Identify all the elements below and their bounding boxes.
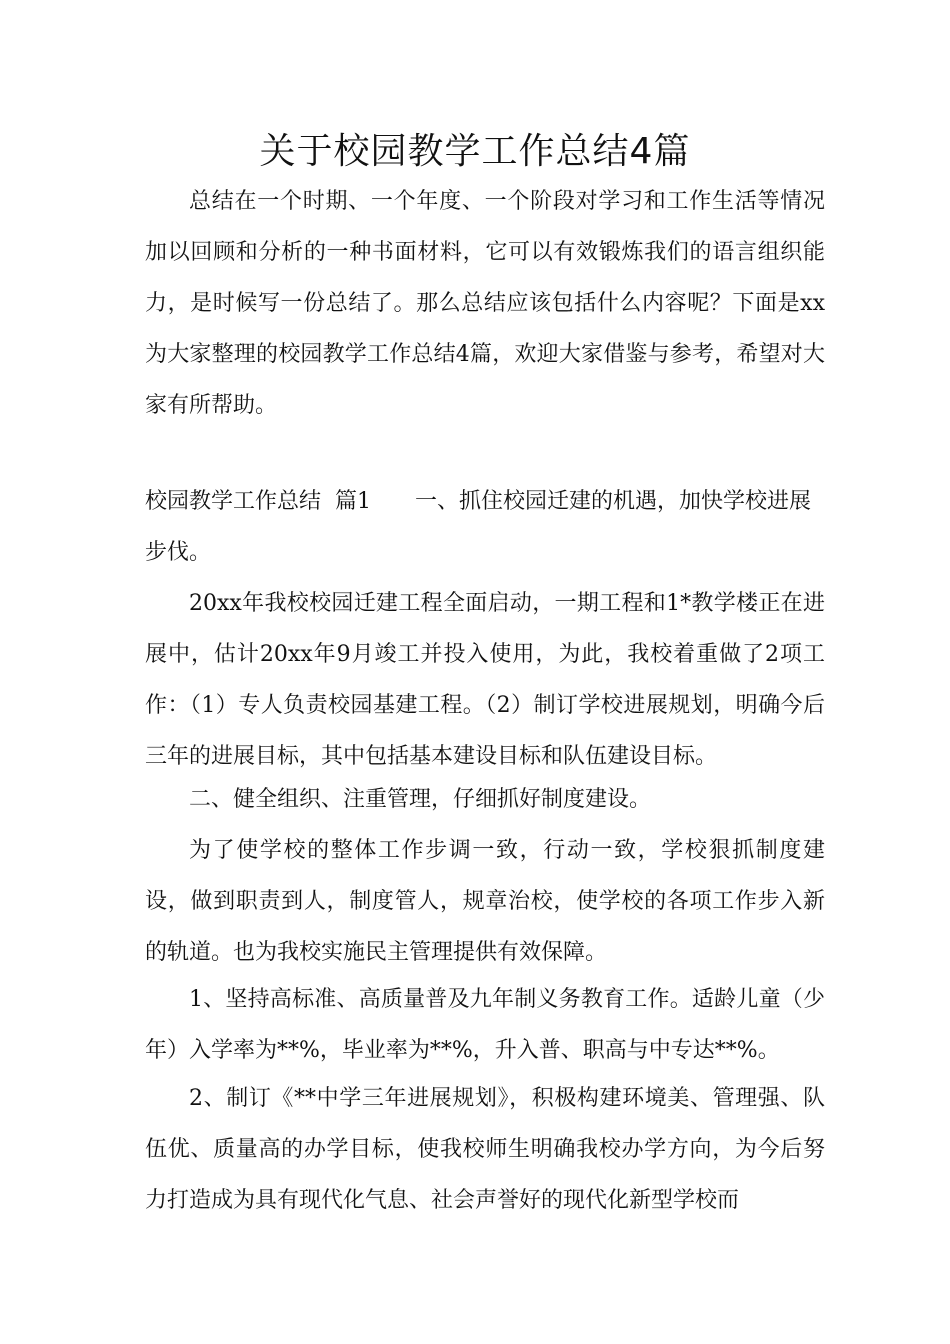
intro-paragraph: 总结在一个时期、一个年度、一个阶段对学习和工作生活等情况加以回顾和分析的一种书面材料，它可以有效锻炼我们的语言组织能力，是时候写一份总结了。那么总结应该包括什么内容呢？下面是xx为大家整理的校园教学工作总结4篇，欢迎大家借鉴与参考，希望对大家有所帮助。 (145, 189, 825, 418)
body-paragraph-5: 2、制订《**中学三年进展规划》，积极构建环境美、管理强、队伍优、质量高的办学目标，使我校师生明确我校办学方向，为今后努力打造成为具有现代化气息、社会声誉好的现代化新型学校而 (145, 1086, 825, 1213)
document-title: 关于校园教学工作总结4篇 (259, 131, 691, 172)
section-label: 校园教学工作总结 篇1 (145, 489, 371, 514)
section-heading-line (145, 476, 825, 578)
body-paragraph-1: 20xx年我校校园迁建工程全面启动，一期工程和1*教学楼正在进展中，估计20xx年9月竣工并投入使用，为此，我校着重做了2项工作：（1）专人负责校园基建工程。（2）制订学校进展规划，明确今后三年的进展目标，其中包括基本建设目标和队伍建设目标。 (145, 591, 825, 769)
body-paragraph-4: 1、坚持高标准、高质量普及九年制义务教育工作。适龄儿童（少年）入学率为**%，毕业率为**%，升入普、职高与中专达**%。 (145, 987, 825, 1063)
body-paragraph-2: 二、健全组织、注重管理，仔细抓好制度建设。 (189, 787, 652, 812)
body-paragraph-3: 为了使学校的整体工作步调一致，行动一致，学校狠抓制度建设，做到职责到人，制度管人，规章治校，使学校的各项工作步入新的轨道。也为我校实施民主管理提供有效保障。 (145, 838, 825, 965)
section-first-heading: 一、抓住校园迁建的机遇，加快学校进展步伐。 (145, 489, 811, 565)
